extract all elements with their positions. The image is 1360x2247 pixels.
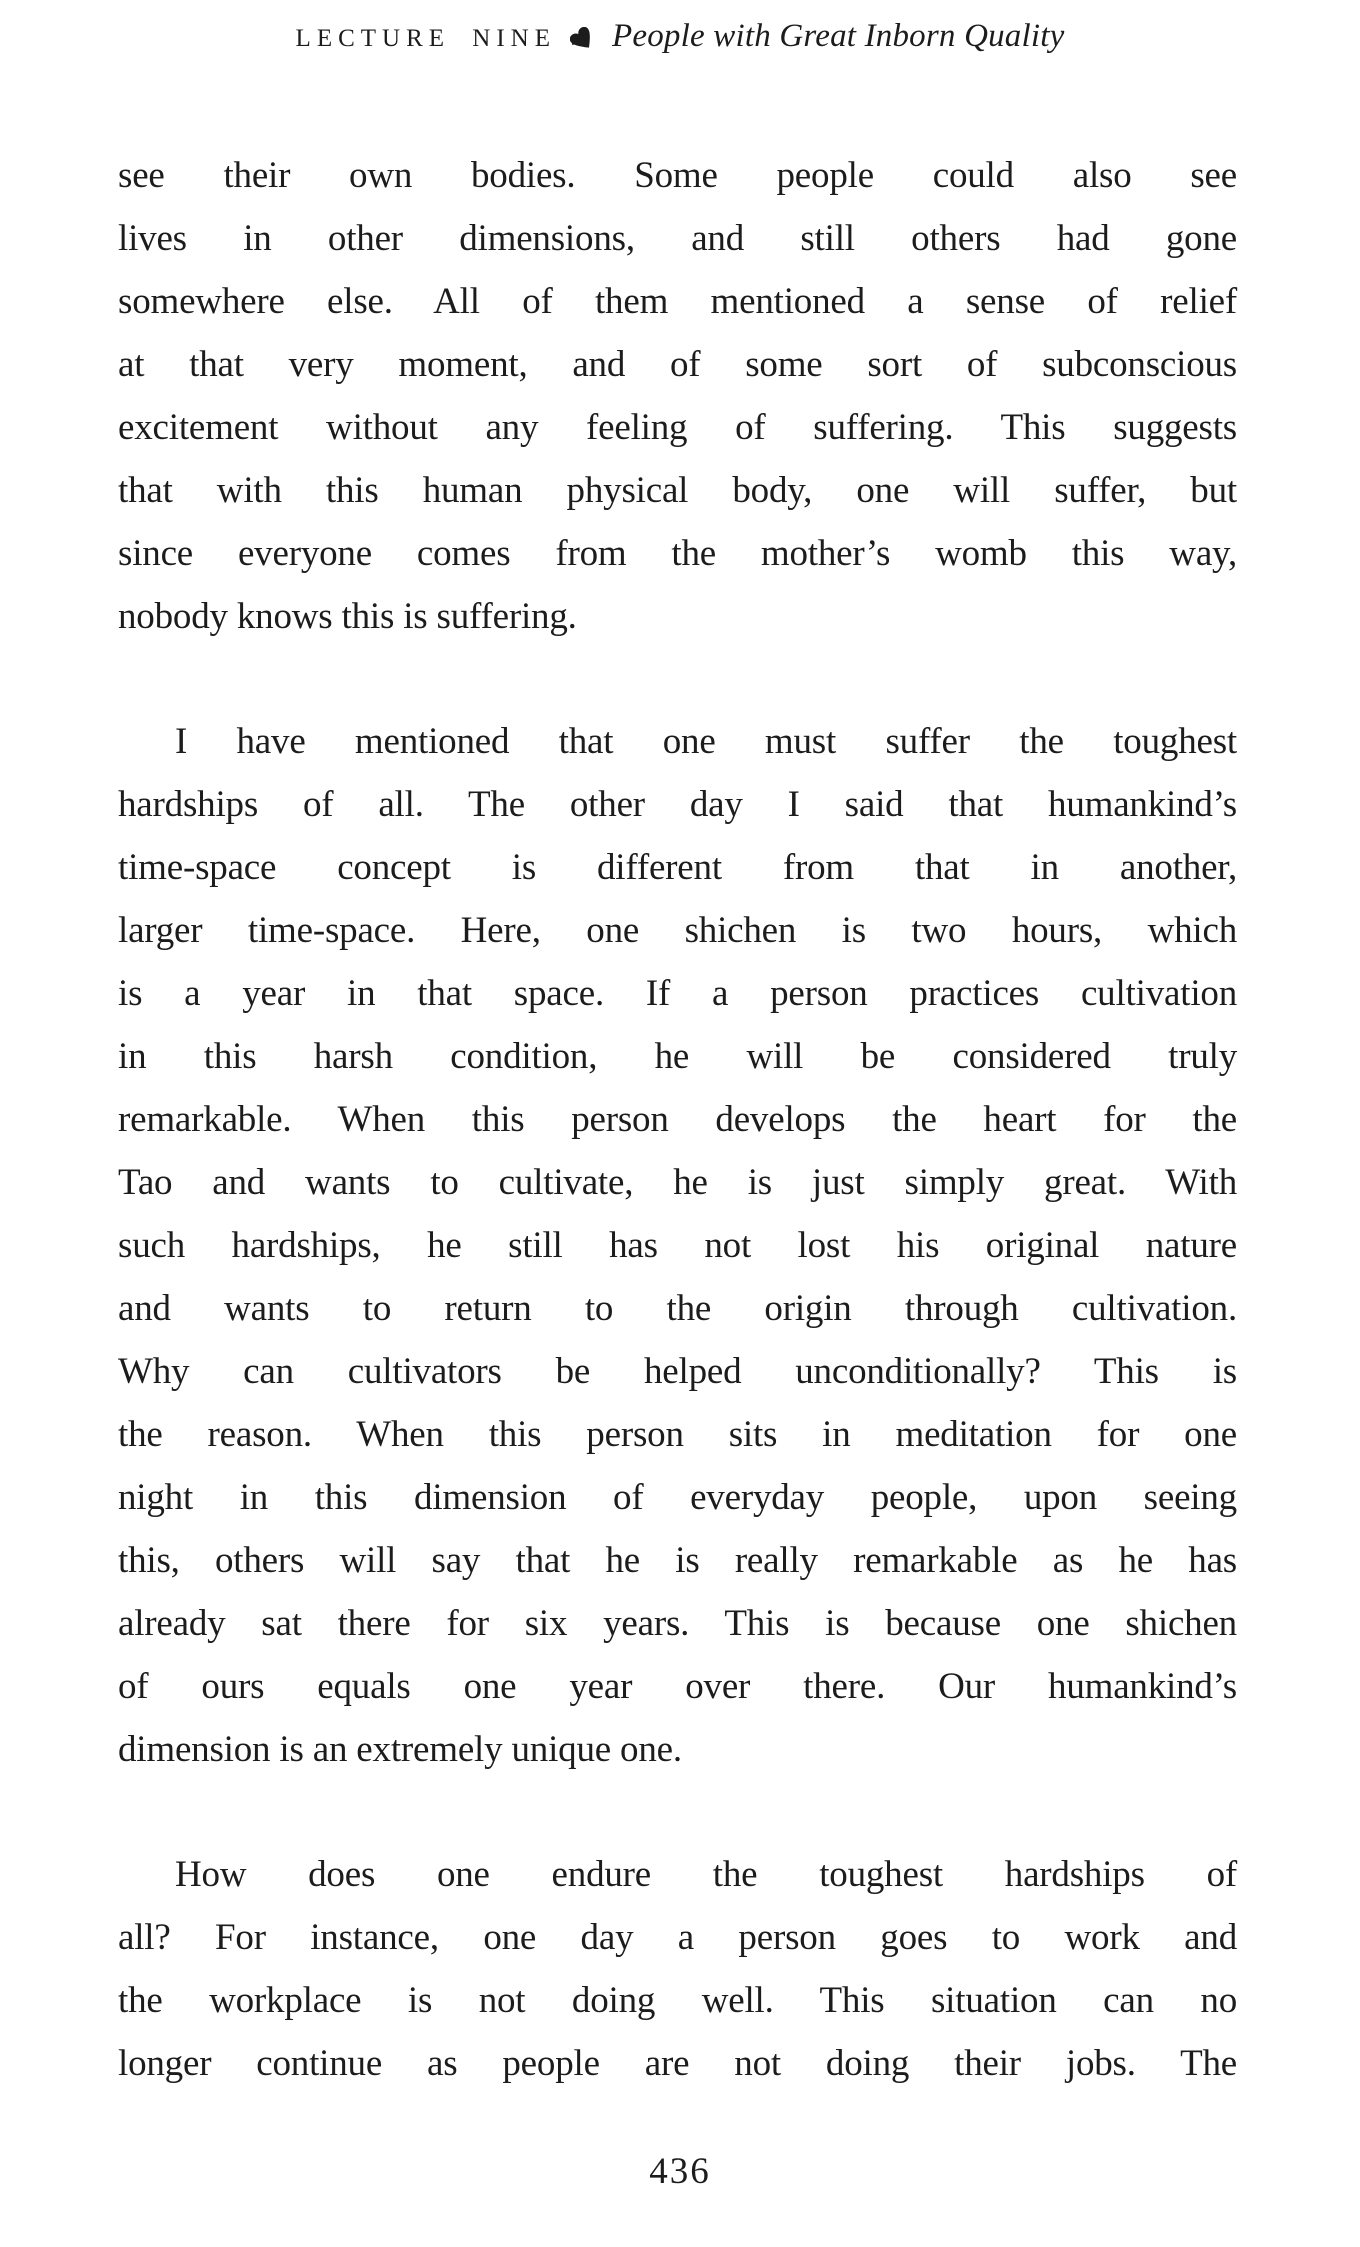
text-line: I have mentioned that one must suffer the toughest bbox=[175, 721, 1237, 762]
text-line: night in this dimension of everyday people, upon seeing bbox=[118, 1477, 1237, 1518]
text-line: How does one endure the toughest hardships of bbox=[175, 1854, 1237, 1895]
text-line: excitement without any feeling of suffering. This suggests bbox=[118, 407, 1237, 448]
text-line: is a year in that space. If a person practices cultivation bbox=[118, 973, 1237, 1014]
fleuron-leaf-icon bbox=[570, 27, 596, 53]
text-line: at that very moment, and of some sort of subconscious bbox=[118, 344, 1237, 385]
text-line: dimension is an extremely unique one. bbox=[118, 1729, 682, 1770]
page-number: 436 bbox=[649, 2151, 711, 2192]
text-line: the reason. When this person sits in meditation for one bbox=[118, 1414, 1237, 1455]
text-line: in this harsh condition, he will be considered truly bbox=[118, 1036, 1237, 1077]
text-line: this, others will say that he is really remarkable as he has bbox=[118, 1540, 1237, 1581]
text-line: and wants to return to the origin through cultivation. bbox=[118, 1288, 1237, 1329]
text-line: that with this human physical body, one will suffer, but bbox=[118, 470, 1237, 511]
text-line: longer continue as people are not doing their jobs. The bbox=[118, 2043, 1237, 2084]
text-line: lives in other dimensions, and still others had gone bbox=[118, 218, 1237, 259]
text-line: Why can cultivators be helped unconditionally? This is bbox=[118, 1351, 1237, 1392]
running-header bbox=[0, 18, 1360, 55]
text-line: see their own bodies. Some people could also see bbox=[118, 155, 1237, 196]
text-line: larger time-space. Here, one shichen is two hours, which bbox=[118, 910, 1237, 951]
text-line: such hardships, he still has not lost his original nature bbox=[118, 1225, 1237, 1266]
text-line: the workplace is not doing well. This situation can no bbox=[118, 1980, 1237, 2021]
text-line: Tao and wants to cultivate, he is just simply great. With bbox=[118, 1162, 1237, 1203]
page-footer bbox=[0, 2150, 1360, 2193]
text-line: nobody knows this is suffering. bbox=[118, 596, 577, 637]
text-line: all? For instance, one day a person goes to work and bbox=[118, 1917, 1237, 1958]
text-line: remarkable. When this person develops the heart for the bbox=[118, 1099, 1237, 1140]
page-body-text bbox=[118, 144, 1237, 2095]
text-line: somewhere else. All of them mentioned a sense of relief bbox=[118, 281, 1237, 322]
paragraph bbox=[118, 144, 1237, 648]
running-header-lecture-label: LECTURE NINE bbox=[295, 25, 556, 52]
running-header-chapter-title: People with Great Inborn Quality bbox=[612, 18, 1065, 54]
text-line: since everyone comes from the mother’s womb this way, bbox=[118, 533, 1237, 574]
text-line: of ours equals one year over there. Our humankind’s bbox=[118, 1666, 1237, 1707]
text-line: hardships of all. The other day I said that humankind’s bbox=[118, 784, 1237, 825]
paragraph bbox=[118, 1843, 1237, 2095]
paragraph bbox=[118, 710, 1237, 1781]
text-line: already sat there for six years. This is because one shichen bbox=[118, 1603, 1237, 1644]
text-line: time-space concept is different from that in another, bbox=[118, 847, 1237, 888]
